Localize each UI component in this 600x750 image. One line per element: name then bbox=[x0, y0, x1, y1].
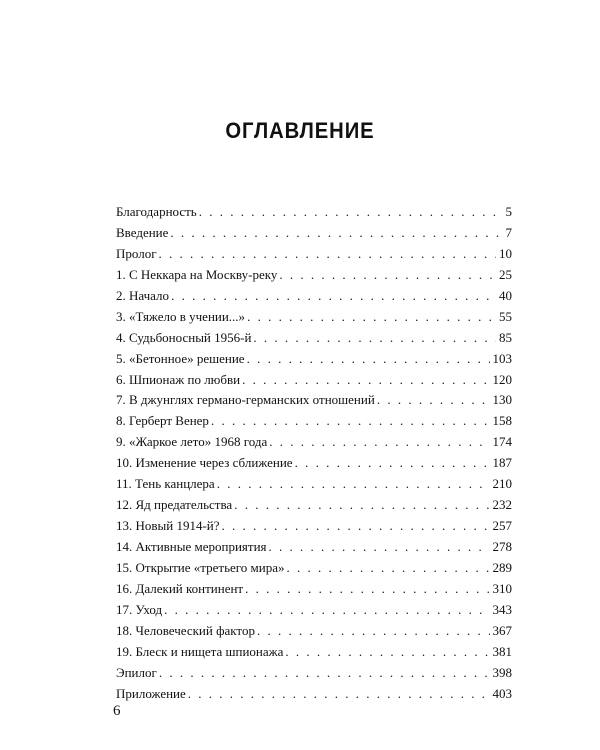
toc-entry-page: 55 bbox=[499, 308, 512, 324]
toc-dot-leader bbox=[279, 265, 496, 286]
page-title: ОГЛАВЛЕНИЕ bbox=[225, 118, 375, 143]
toc-entry bbox=[116, 495, 512, 516]
toc-dot-leader bbox=[199, 202, 503, 223]
toc-entry bbox=[116, 516, 512, 537]
toc-dot-leader bbox=[377, 390, 490, 411]
page-number: 6 bbox=[113, 703, 121, 719]
toc-entry-title: Благодарность bbox=[116, 204, 197, 219]
toc-dot-leader bbox=[245, 579, 489, 600]
toc-entry bbox=[116, 244, 512, 265]
toc-entry-page: 310 bbox=[492, 580, 512, 596]
toc-entry-title: Эпилог bbox=[116, 664, 157, 680]
toc-entry bbox=[116, 223, 512, 244]
toc-entry-title: 11. Тень канцлера bbox=[116, 476, 215, 492]
toc-entry-title: 6. Шпионаж по любви bbox=[116, 371, 241, 387]
toc-entry bbox=[116, 265, 512, 286]
toc-entry-page: 381 bbox=[492, 643, 512, 659]
toc-dot-leader bbox=[164, 600, 489, 621]
toc-dot-leader bbox=[257, 621, 490, 642]
toc-entry-page: 257 bbox=[492, 518, 512, 534]
toc-entry bbox=[116, 286, 512, 307]
toc-dot-leader bbox=[222, 516, 490, 537]
toc-entry bbox=[116, 537, 512, 558]
toc-entry bbox=[116, 349, 512, 370]
toc-entry-title: 4. Судьбоносный 1956-й bbox=[116, 329, 252, 345]
toc-entry-page: 174 bbox=[492, 434, 512, 450]
toc-dot-leader bbox=[285, 642, 489, 663]
toc-entry-page: 158 bbox=[492, 413, 512, 429]
toc-entry-title: Приложение bbox=[116, 685, 186, 701]
toc-entry-title: 18. Человеческий фактор bbox=[116, 622, 255, 638]
toc-entry-page: 40 bbox=[499, 287, 512, 303]
toc-entry bbox=[116, 621, 512, 642]
toc-entry bbox=[116, 663, 512, 684]
toc-dot-leader bbox=[286, 558, 489, 579]
toc-dot-leader bbox=[234, 495, 489, 516]
toc-entry-page: 130 bbox=[492, 392, 512, 408]
toc-entry bbox=[116, 579, 512, 600]
toc-dot-leader bbox=[211, 411, 490, 432]
toc-dot-leader bbox=[217, 474, 490, 495]
toc-entry-title: 7. В джунглях германо-германских отношений bbox=[116, 392, 375, 408]
toc-dot-leader bbox=[171, 286, 496, 307]
toc-entry bbox=[116, 307, 512, 328]
toc-entry-page: 289 bbox=[492, 559, 512, 575]
toc-entry-page: 103 bbox=[492, 350, 512, 366]
toc-entry-title: 9. «Жаркое лето» 1968 года bbox=[116, 434, 268, 450]
toc-entry-page: 25 bbox=[499, 266, 512, 282]
toc-entry-title: 17. Уход bbox=[116, 601, 163, 617]
toc-entry-page: 343 bbox=[492, 601, 512, 617]
toc-entry-page: 85 bbox=[499, 329, 512, 345]
toc-entry-page: 278 bbox=[492, 539, 512, 554]
toc-entry bbox=[116, 202, 512, 223]
toc-dot-leader bbox=[170, 223, 502, 244]
toc-entry-page: 403 bbox=[492, 685, 512, 701]
toc-entry-title: 1. С Неккара на Москву-реку bbox=[116, 266, 278, 282]
toc-entry bbox=[116, 558, 512, 579]
toc-entry-page: 367 bbox=[492, 622, 512, 638]
toc-entry bbox=[116, 411, 512, 432]
toc-entry-title: 5. «Бетонное» решение bbox=[116, 350, 245, 366]
toc-entry-page: 5 bbox=[505, 204, 512, 219]
toc-entry-page: 210 bbox=[492, 476, 512, 492]
toc-entry bbox=[116, 474, 512, 495]
toc-entry bbox=[116, 453, 512, 474]
toc-entry-page: 7 bbox=[505, 224, 512, 240]
toc-entry-page: 187 bbox=[492, 455, 512, 471]
toc-entry bbox=[116, 432, 512, 453]
toc-dot-leader bbox=[269, 537, 490, 558]
toc-entry-title: 10. Изменение через сближение bbox=[116, 455, 293, 471]
toc-dot-leader bbox=[188, 684, 490, 705]
toc-dot-leader bbox=[247, 307, 496, 328]
toc-dot-leader bbox=[295, 453, 490, 474]
toc-entry-title: 13. Новый 1914-й? bbox=[116, 518, 220, 534]
toc-dot-leader bbox=[269, 432, 489, 453]
toc-entry bbox=[116, 370, 512, 391]
toc-entry bbox=[116, 390, 512, 411]
toc-dot-leader bbox=[253, 328, 496, 349]
toc-entry-page: 120 bbox=[492, 371, 512, 387]
toc-entry-page: 10 bbox=[499, 245, 512, 261]
toc-dot-leader bbox=[159, 663, 490, 684]
toc-entry-title: 8. Герберт Венер bbox=[116, 413, 209, 429]
toc-entry-title: 14. Активные мероприятия bbox=[116, 539, 267, 554]
toc-entry-title: Введение bbox=[116, 224, 169, 240]
toc-entry bbox=[116, 328, 512, 349]
toc-entry-title: 3. «Тяжело в учении...» bbox=[116, 308, 246, 324]
toc-dot-leader bbox=[242, 370, 489, 391]
toc-dot-leader bbox=[159, 244, 496, 265]
toc-entry-title: 15. Открытие «третьего мира» bbox=[116, 559, 285, 575]
toc-entry bbox=[116, 684, 512, 705]
toc-entry-title: 2. Начало bbox=[116, 287, 170, 303]
toc-dot-leader bbox=[247, 349, 490, 370]
toc-entry-page: 232 bbox=[492, 497, 512, 513]
toc-entry-title: 16. Далекий континент bbox=[116, 580, 244, 596]
toc-entry bbox=[116, 642, 512, 663]
toc-entry bbox=[116, 600, 512, 621]
toc-entry-page: 398 bbox=[492, 664, 512, 680]
table-of-contents bbox=[116, 202, 512, 705]
toc-entry-title: 12. Яд предательства bbox=[116, 497, 233, 513]
toc-entry-title: Пролог bbox=[116, 245, 157, 261]
toc-entry-title: 19. Блеск и нищета шпионажа bbox=[116, 643, 284, 659]
